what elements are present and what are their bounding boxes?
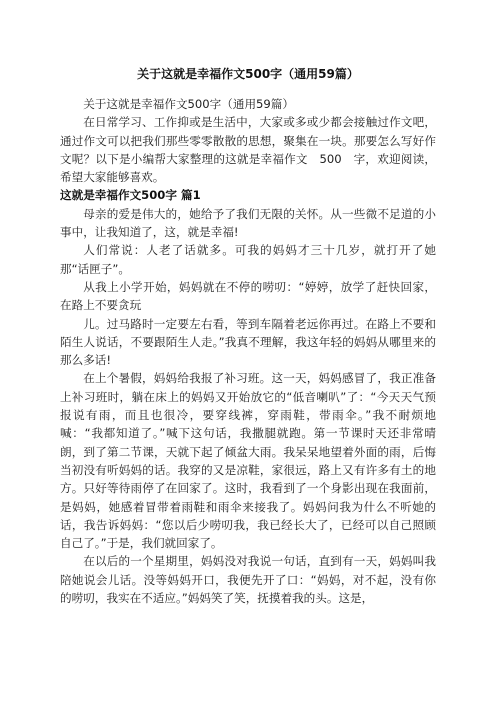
- body-paragraph: 从我上小学开始，妈妈就在不停的唠叨：“婷婷，放学了赶快回家，在路上不要贪玩: [60, 279, 436, 313]
- body-paragraph: 人们常说：人老了话就多。可我的妈妈才三十几岁，就打开了她那“话匣子”。: [60, 243, 436, 276]
- body-paragraph: 在上个暑假，妈妈给我报了补习班。这一天，妈妈感冒了，我正准备上补习班时，躺在床上的妈妈又开始放它的“低音喇叭”了：“今天天气预报说有雨，而且也很冷，要穿线裤，穿雨鞋，带雨伞。”我不耐烦地喊：“我都知道了。”喊下这句话，我撒腿就跑。第一节课时天还非常晴朗，到了第二节课，天就下起了倾盆大雨。我呆呆地望着外面的雨，后悔当初没有听妈妈的话。我穿的又是凉鞋，家很远，路上又有许多有土的地方。只好等待雨停了在回家了。这时，我看到了一个身影出现在我面前，是妈妈，她感着冒带着雨鞋和雨伞来接我了。妈妈问我为什么不听她的话，我告诉妈妈：“您以后少唠叨我，我已经长大了，已经可以自己照顾自己了。”于是，我们就回家了。: [60, 371, 436, 551]
- intro-paragraph: 在日常学习、工作抑或是生活中，大家或多或少都会接触过作文吧，通过作文可以把我们那些零零散散的思想，聚集在一块。那要怎么写好作文呢？以下是小编帮大家整理的这就是幸福作文 500 字，欢迎阅读，希望大家能够喜欢。: [60, 115, 436, 185]
- body-paragraph: 母亲的爱是伟大的，她给予了我们无限的关怀。从一些微不足道的小事中，让我知道了，这，就是幸福!: [60, 206, 436, 240]
- body-paragraph: 儿。过马路时一定要左右看，等到车隔着老远你再过。在路上不要和陌生人说话，不要跟陌生人走。”我真不理解，我这年轻的妈妈从哪里来的那么多话!: [60, 316, 436, 368]
- document-title: 关于这就是幸福作文500字（通用59篇）: [137, 67, 359, 81]
- body-paragraph: 在以后的一个星期里，妈妈没对我说一句话，直到有一天，妈妈叫我陪她说会儿话。没等妈妈开口，我便先开了口：“妈妈，对不起，没有你的唠叨，我实在不适应。”妈妈笑了笑，抚摸着我的头。这是，: [60, 554, 436, 606]
- subtitle-paragraph: 关于这就是幸福作文500字（通用59篇）: [83, 97, 294, 111]
- section-heading: 这就是幸福作文500字 篇1: [60, 188, 201, 203]
